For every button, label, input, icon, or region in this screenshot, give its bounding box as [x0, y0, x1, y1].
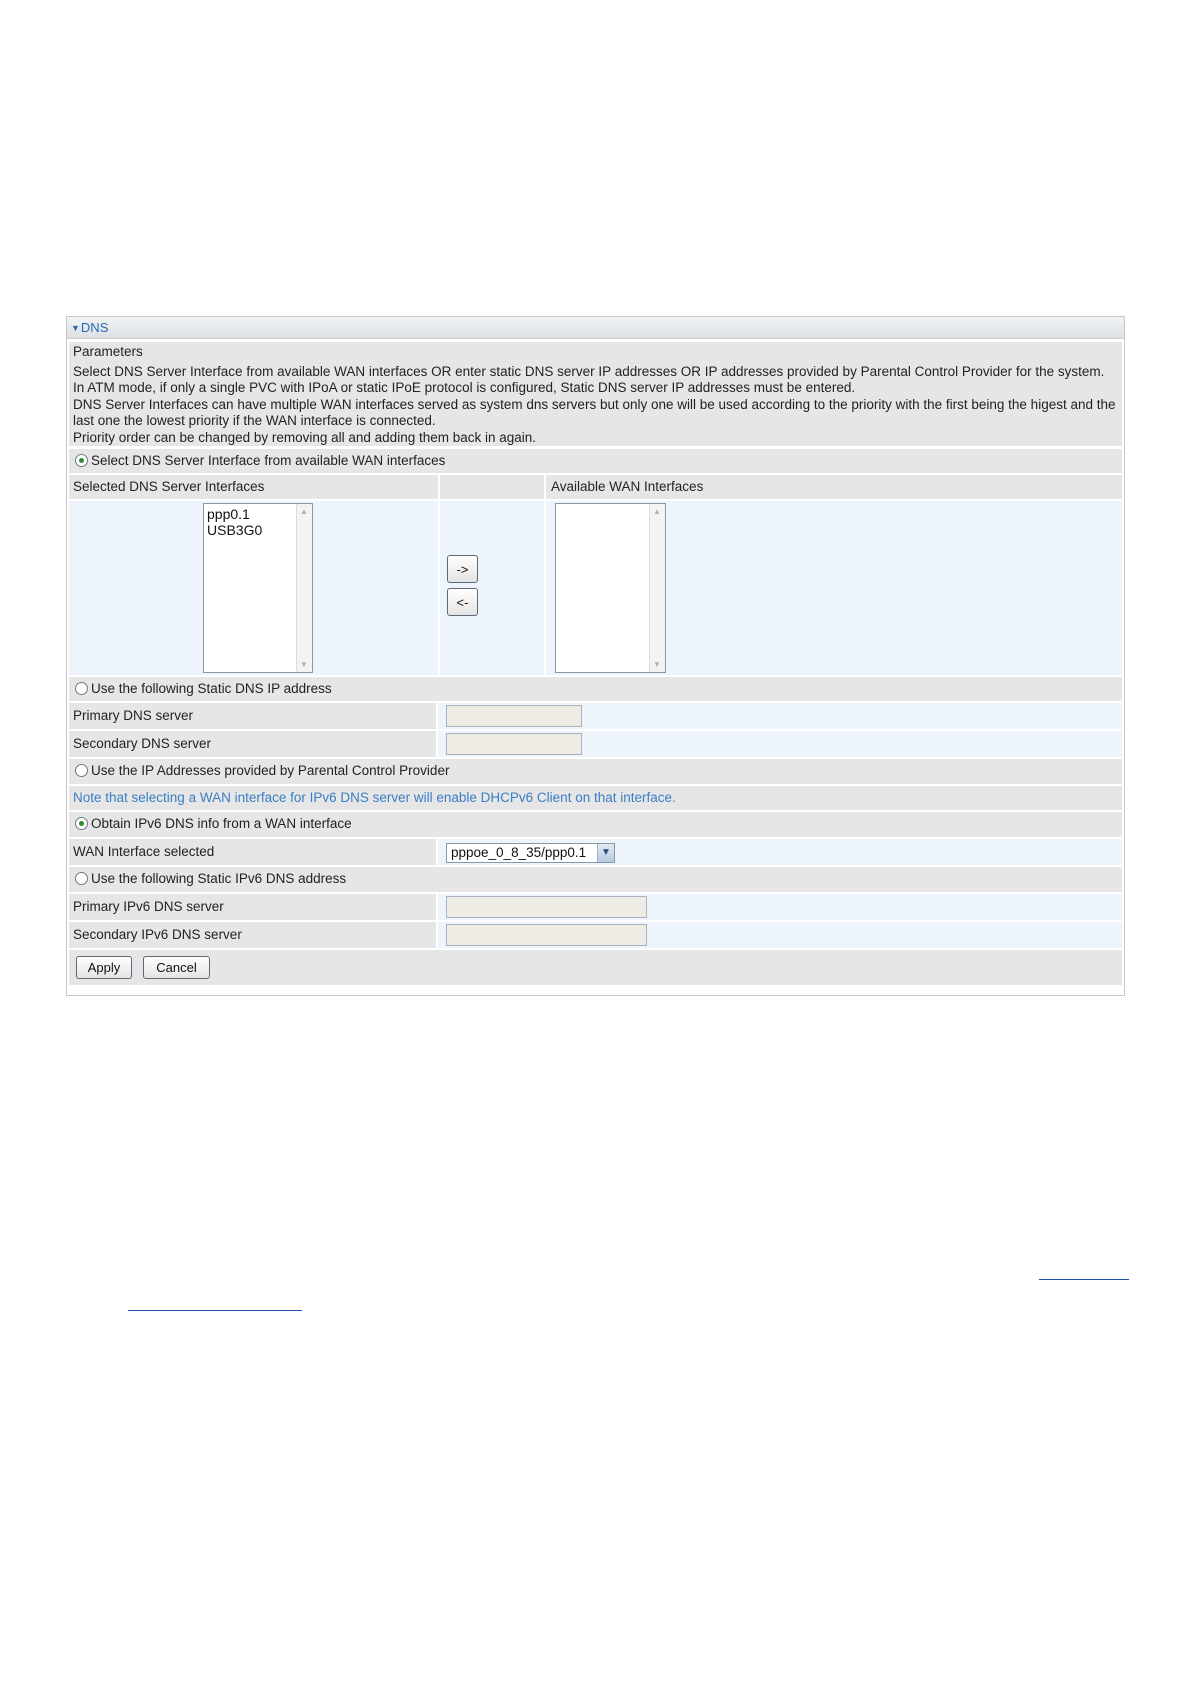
- secondary-ipv6-label: Secondary IPv6 DNS server: [73, 927, 242, 942]
- static-dns-option[interactable]: [69, 681, 332, 696]
- primary-dns-label: Primary DNS server: [73, 708, 194, 723]
- wan-select-radio-label: Select DNS Server Interface from available WAN interfaces: [91, 453, 446, 468]
- apply-button[interactable]: Apply: [76, 956, 132, 979]
- secondary-ipv6-label-cell: [69, 922, 436, 948]
- interfaces-header-row: [69, 475, 1122, 499]
- move-right-button[interactable]: ->: [447, 555, 478, 583]
- parental-radio-row: [69, 759, 1122, 784]
- description-line-1: Select DNS Server Interface from available WAN interfaces OR enter static DNS server IP addresses OR IP addresses provided by Parental Control Provider for the system.: [73, 364, 1105, 379]
- wan-interface-select[interactable]: [446, 843, 615, 863]
- actions-row: [69, 950, 1122, 985]
- static-dns-radio-label: Use the following Static DNS IP address: [91, 681, 332, 696]
- secondary-dns-label-cell: [69, 731, 436, 757]
- cancel-button[interactable]: Cancel: [143, 956, 210, 979]
- primary-ipv6-value-cell: [438, 894, 1122, 920]
- scroll-up-icon[interactable]: ▲: [653, 507, 661, 516]
- static-dns-radio-row: [69, 677, 1122, 701]
- parental-radio-label: Use the IP Addresses provided by Parental Control Provider: [91, 763, 450, 778]
- listbox-scrollbar[interactable]: [649, 504, 665, 672]
- ipv6-note: Note that selecting a WAN interface for IPv6 DNS server will enable DHCPv6 Client on that interface.: [73, 790, 676, 805]
- description-line-3: DNS Server Interfaces can have multiple WAN interfaces served as system dns servers but only one will be used according to the priority with the first being the higest and the: [73, 397, 1116, 412]
- static-dns-radio[interactable]: [75, 682, 88, 695]
- wan-interface-row: [69, 839, 1122, 865]
- wan-select-option[interactable]: [69, 453, 445, 468]
- parental-radio[interactable]: [75, 764, 88, 777]
- dns-panel: [66, 316, 1125, 996]
- parental-option[interactable]: [69, 763, 449, 778]
- column-divider: [544, 475, 546, 499]
- interfaces-lists-row: [69, 501, 1122, 675]
- secondary-ipv6-input[interactable]: [446, 924, 647, 946]
- description-line-4: last one the lowest priority if the WAN interface is connected.: [73, 413, 436, 428]
- panel-title: DNS: [80, 320, 109, 335]
- ipv6-static-option[interactable]: [69, 871, 346, 886]
- parameters-section: [69, 342, 1122, 446]
- secondary-dns-input[interactable]: [446, 733, 582, 755]
- scroll-down-icon[interactable]: ▼: [300, 660, 308, 669]
- wan-interface-value-cell: [438, 839, 1122, 865]
- wan-interface-selected-value: pppoe_0_8_35/ppp0.1: [451, 845, 587, 860]
- ipv6-wan-radio-label: Obtain IPv6 DNS info from a WAN interface: [91, 816, 352, 831]
- secondary-dns-label: Secondary DNS server: [73, 736, 212, 751]
- wan-interface-label-cell: [69, 839, 436, 865]
- description-line-5: Priority order can be changed by removing all and adding them back in again.: [73, 430, 537, 445]
- collapse-triangle-icon[interactable]: ▼: [71, 323, 80, 333]
- column-divider: [438, 501, 440, 675]
- column-divider: [544, 501, 546, 675]
- primary-ipv6-row: [69, 894, 1122, 920]
- primary-dns-input[interactable]: [446, 705, 582, 727]
- column-divider: [438, 475, 440, 499]
- primary-dns-row: [69, 703, 1122, 729]
- list-item[interactable]: USB3G0: [207, 522, 263, 538]
- parameters-heading: Parameters: [73, 344, 143, 359]
- wan-select-radio-row: [69, 449, 1122, 473]
- selected-interfaces-header: Selected DNS Server Interfaces: [73, 479, 265, 494]
- primary-ipv6-input[interactable]: [446, 896, 647, 918]
- scroll-down-icon[interactable]: ▼: [653, 660, 661, 669]
- listbox-scrollbar[interactable]: [296, 504, 312, 672]
- ipv6-wan-radio[interactable]: [75, 817, 88, 830]
- secondary-ipv6-row: [69, 922, 1122, 948]
- link-underline[interactable]: [1039, 1279, 1129, 1280]
- secondary-ipv6-value-cell: [438, 922, 1122, 948]
- ipv6-static-radio[interactable]: [75, 872, 88, 885]
- move-left-button[interactable]: <-: [447, 588, 478, 616]
- selected-interfaces-listbox[interactable]: [203, 503, 313, 673]
- link-underline[interactable]: [128, 1310, 302, 1311]
- description-line-2: In ATM mode, if only a single PVC with IPoA or static IPoE protocol is configured, Static DNS server IP addresses must be entered.: [73, 380, 856, 395]
- primary-dns-label-cell: [69, 703, 436, 729]
- primary-dns-value-cell: [438, 703, 1122, 729]
- scroll-up-icon[interactable]: ▲: [300, 507, 308, 516]
- panel-header[interactable]: [67, 317, 1124, 339]
- available-interfaces-header: Available WAN Interfaces: [551, 479, 704, 494]
- primary-ipv6-label-cell: [69, 894, 436, 920]
- chevron-down-icon[interactable]: ▼: [597, 844, 614, 862]
- secondary-dns-value-cell: [438, 731, 1122, 757]
- available-interfaces-listbox[interactable]: [555, 503, 666, 673]
- primary-ipv6-label: Primary IPv6 DNS server: [73, 899, 224, 914]
- wan-select-radio[interactable]: [75, 454, 88, 467]
- ipv6-note-row: [69, 786, 1122, 810]
- ipv6-static-radio-label: Use the following Static IPv6 DNS address: [91, 871, 347, 886]
- secondary-dns-row: [69, 731, 1122, 757]
- wan-interface-label: WAN Interface selected: [73, 844, 215, 859]
- ipv6-static-radio-row: [69, 867, 1122, 892]
- ipv6-wan-radio-row: [69, 812, 1122, 837]
- ipv6-wan-option[interactable]: [69, 816, 352, 831]
- list-item[interactable]: ppp0.1: [207, 506, 250, 522]
